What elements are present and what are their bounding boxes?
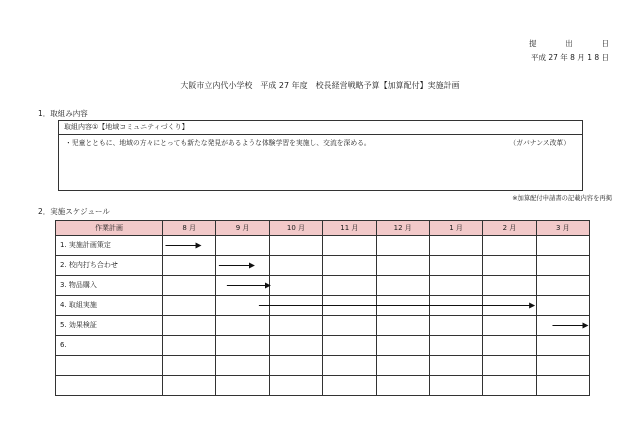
schedule-cell bbox=[163, 316, 216, 336]
month-header: 10 月 bbox=[269, 221, 322, 236]
schedule-cell bbox=[429, 336, 482, 356]
schedule-cell bbox=[269, 256, 322, 276]
schedule-cell bbox=[216, 336, 269, 356]
schedule-cell bbox=[536, 356, 589, 376]
schedule-cell bbox=[536, 316, 589, 336]
content-category: （ガバナンス改革） bbox=[509, 139, 570, 147]
schedule-cell bbox=[536, 256, 589, 276]
schedule-cell bbox=[216, 256, 269, 276]
schedule-cell bbox=[483, 356, 536, 376]
content-label: 取組内容①【地域コミュニティづくり】 bbox=[59, 121, 582, 135]
task-label: 2. 校内打ち合わせ bbox=[56, 256, 163, 276]
schedule-cell bbox=[323, 316, 376, 336]
schedule-cell bbox=[376, 236, 429, 256]
task-column-header: 作業計画 bbox=[56, 221, 163, 236]
task-label: 4. 取組実施 bbox=[56, 296, 163, 316]
schedule-cell bbox=[323, 296, 376, 316]
schedule-cell bbox=[269, 356, 322, 376]
schedule-cell bbox=[216, 276, 269, 296]
schedule-cell bbox=[163, 296, 216, 316]
schedule-cell bbox=[269, 336, 322, 356]
section-heading-content: 1．取組み内容 bbox=[38, 109, 88, 118]
month-header: 2 月 bbox=[483, 221, 536, 236]
month-header: 9 月 bbox=[216, 221, 269, 236]
schedule-row bbox=[56, 376, 590, 396]
schedule-cell bbox=[429, 256, 482, 276]
schedule-table bbox=[55, 220, 590, 396]
schedule-cell bbox=[216, 356, 269, 376]
task-label bbox=[56, 376, 163, 396]
task-label: 5. 効果検証 bbox=[56, 316, 163, 336]
schedule-cell bbox=[323, 256, 376, 276]
submit-date-label bbox=[529, 40, 609, 48]
schedule-cell bbox=[269, 376, 322, 396]
schedule-row bbox=[56, 316, 590, 336]
schedule-cell bbox=[376, 296, 429, 316]
submit-label-char: 提 bbox=[529, 39, 537, 48]
schedule-cell bbox=[483, 296, 536, 316]
schedule-cell bbox=[429, 376, 482, 396]
schedule-header-row bbox=[56, 221, 590, 236]
schedule-cell bbox=[269, 236, 322, 256]
schedule-row bbox=[56, 276, 590, 296]
content-body bbox=[59, 135, 582, 147]
content-box bbox=[58, 120, 583, 191]
schedule-cell bbox=[429, 276, 482, 296]
schedule-cell bbox=[376, 276, 429, 296]
schedule-cell bbox=[536, 376, 589, 396]
schedule-cell bbox=[323, 236, 376, 256]
schedule-cell bbox=[269, 276, 322, 296]
schedule-cell bbox=[323, 276, 376, 296]
schedule-cell bbox=[216, 296, 269, 316]
submit-label-char: 日 bbox=[601, 39, 609, 48]
schedule-cell bbox=[483, 376, 536, 396]
schedule-cell bbox=[536, 236, 589, 256]
schedule-cell bbox=[536, 276, 589, 296]
task-label bbox=[56, 356, 163, 376]
document-title: 大阪市立内代小学校 平成 27 年度 校長経営戦略予算【加算配付】実施計画 bbox=[180, 81, 460, 90]
submit-date: 平成 27 年 8 月 1 8 日 bbox=[530, 53, 609, 62]
schedule-cell bbox=[536, 336, 589, 356]
schedule-cell bbox=[429, 296, 482, 316]
task-label: 3. 物品購入 bbox=[56, 276, 163, 296]
schedule-cell bbox=[323, 336, 376, 356]
schedule-cell bbox=[376, 356, 429, 376]
schedule-cell bbox=[376, 336, 429, 356]
schedule-cell bbox=[323, 376, 376, 396]
schedule-cell bbox=[376, 316, 429, 336]
schedule-cell bbox=[163, 336, 216, 356]
schedule-cell bbox=[483, 256, 536, 276]
schedule-cell bbox=[323, 356, 376, 376]
section-heading-schedule: 2．実施スケジュール bbox=[38, 207, 110, 216]
schedule-cell bbox=[163, 236, 216, 256]
schedule-row bbox=[56, 296, 590, 316]
month-header: 11 月 bbox=[323, 221, 376, 236]
schedule-cell bbox=[536, 296, 589, 316]
month-header: 12 月 bbox=[376, 221, 429, 236]
schedule-cell bbox=[216, 376, 269, 396]
schedule-cell bbox=[429, 236, 482, 256]
schedule-cell bbox=[376, 256, 429, 276]
month-header: 3 月 bbox=[536, 221, 589, 236]
schedule-cell bbox=[269, 316, 322, 336]
month-header: 8 月 bbox=[163, 221, 216, 236]
schedule-cell bbox=[163, 256, 216, 276]
schedule-cell bbox=[163, 376, 216, 396]
schedule-row bbox=[56, 256, 590, 276]
schedule-row bbox=[56, 336, 590, 356]
schedule-cell bbox=[483, 276, 536, 296]
schedule-row bbox=[56, 356, 590, 376]
schedule-cell bbox=[163, 356, 216, 376]
schedule-cell bbox=[483, 336, 536, 356]
schedule-cell bbox=[429, 316, 482, 336]
content-text: ・児童とともに、地域の方々にとっても新たな発見があるような体験学習を実施し、交流を深める。 bbox=[65, 139, 371, 147]
task-label: 6. bbox=[56, 336, 163, 356]
schedule-cell bbox=[376, 376, 429, 396]
task-label: 1. 実施計画策定 bbox=[56, 236, 163, 256]
schedule-cell bbox=[429, 356, 482, 376]
schedule-cell bbox=[216, 316, 269, 336]
schedule-row bbox=[56, 236, 590, 256]
submit-label-char: 出 bbox=[565, 39, 573, 48]
schedule-cell bbox=[483, 236, 536, 256]
schedule-cell bbox=[483, 316, 536, 336]
month-header: 1 月 bbox=[429, 221, 482, 236]
schedule-cell bbox=[216, 236, 269, 256]
schedule-cell bbox=[269, 296, 322, 316]
repost-note: ※加算配付申請書の記載内容を再掲 bbox=[512, 195, 612, 202]
schedule-cell bbox=[163, 276, 216, 296]
